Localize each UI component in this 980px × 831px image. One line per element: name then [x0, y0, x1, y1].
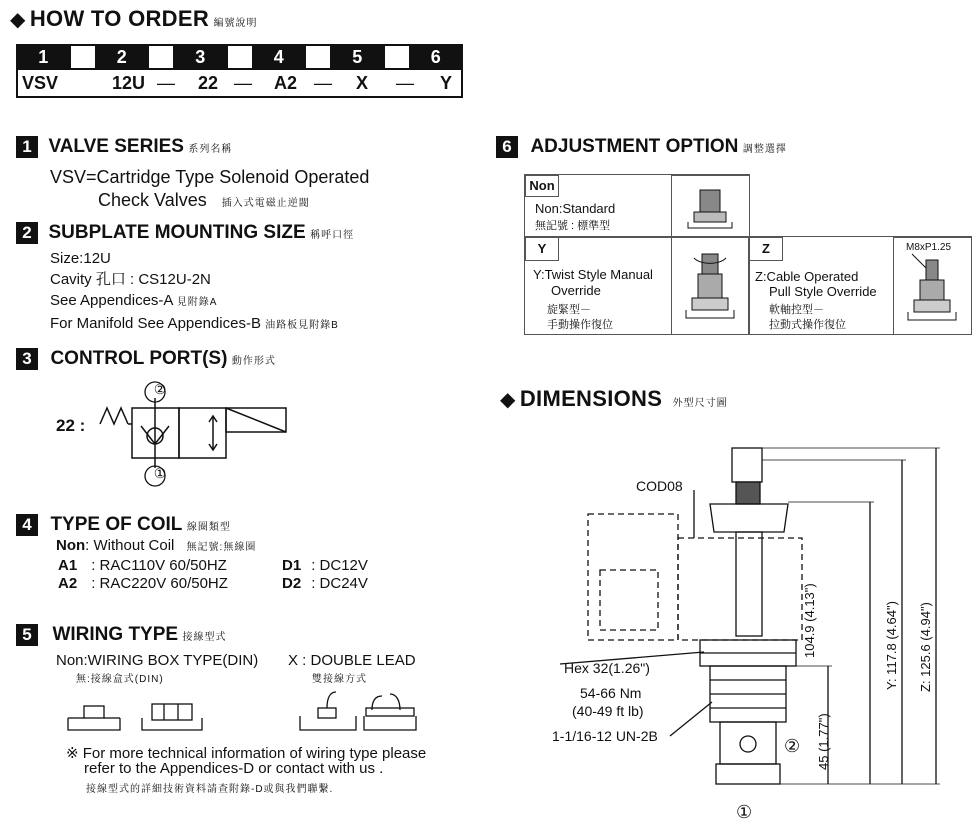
adjust-y-cn2: 手動操作復位	[547, 319, 613, 331]
section-1-line2	[98, 190, 310, 211]
din-box-icon-2	[142, 704, 202, 730]
adjust-z-key: Z	[749, 237, 783, 261]
section-2-header	[16, 222, 354, 244]
section-1-badge: 1	[16, 136, 38, 158]
coil-d2-val: : DC24V	[311, 575, 368, 592]
coil-non-row	[56, 537, 256, 554]
order-val-5: X	[356, 73, 369, 93]
dimensions-header	[500, 386, 728, 412]
section-3-code: 22 :	[56, 416, 86, 435]
wiring-note-1: ※ For more technical information of wiring type please	[66, 745, 427, 762]
section-1-header	[16, 136, 232, 158]
adjust-y-image	[671, 237, 750, 335]
adjust-z-cn1: 軟軸控型－	[769, 304, 824, 316]
how-to-order-title: HOW TO ORDER	[29, 6, 210, 31]
dim-104-label: 104.9 (4.13")	[802, 583, 817, 658]
section-2-size: Size:12U	[50, 250, 111, 267]
section-2-cavity: Cavity 孔口 : CS12U-2N	[50, 271, 211, 288]
wiring-non-text: Non:WIRING BOX TYPE(DIN)	[56, 652, 259, 669]
section-4-header	[16, 514, 231, 536]
adjust-z-image	[893, 237, 972, 335]
coil-non-key: Non	[56, 537, 86, 554]
coil-d1-key: D1	[282, 557, 302, 574]
torque-ftlb-label: (40-49 ft lb)	[572, 703, 644, 719]
section-1-line1: VSV=Cartridge Type Solenoid Operated	[50, 167, 370, 187]
how-to-order-title-cn: 編號說明	[213, 18, 258, 29]
order-dash-4: —	[396, 73, 414, 93]
order-dash-1: —	[157, 73, 175, 93]
order-num-5: 5	[331, 45, 384, 69]
wiring-x-cn: 雙接線方式	[312, 674, 367, 685]
adjust-non-image	[671, 175, 750, 238]
order-code-table	[16, 44, 463, 98]
dim-45-label: 45 (1.77")	[816, 713, 831, 770]
section-2-appendix-a-text: See Appendices-A	[50, 292, 173, 309]
twist-knob-icon	[672, 238, 749, 334]
adjust-z-cell	[748, 236, 972, 335]
order-num-3: 3	[174, 45, 227, 69]
adjust-z-cn2: 拉動式操作復位	[769, 319, 846, 331]
wiring-note-cn: 接線型式的詳細技術資料請查附錄-D或與我們聯繫.	[86, 784, 334, 795]
adjust-non-cn: 無記號 : 標準型	[535, 220, 611, 232]
section-2-body	[50, 248, 339, 336]
section-1-line2-cn: 插入式電磁止逆閥	[221, 198, 310, 209]
section-3-title-cn: 動作形式	[231, 356, 276, 367]
adjust-non-key: Non	[525, 175, 559, 197]
coil-a1-key: A1	[58, 557, 78, 574]
coil-a2-key: A2	[58, 575, 78, 592]
adjust-y-text1: Y:Twist Style Manual	[533, 267, 653, 282]
section-3-title: CONTROL PORT(S)	[50, 348, 228, 369]
section-5-badge: 5	[16, 624, 38, 646]
section-2-appendix-b	[50, 313, 339, 336]
torque-nm-label: 54-66 Nm	[580, 685, 642, 701]
dimensions-title: DIMENSIONS	[519, 386, 663, 411]
wiring-non-cn: 無:接線盒式(DIN)	[76, 674, 164, 685]
section-4-title-cn: 線圈類型	[186, 522, 231, 533]
double-lead-icon-2	[364, 694, 416, 730]
diamond-icon: ◆	[10, 9, 26, 31]
section-3-badge: 3	[16, 348, 38, 370]
dim-y-label: Y: 117.8 (4.64")	[884, 601, 899, 690]
adjust-non-text: Non:Standard	[535, 201, 616, 216]
section-6-header	[496, 136, 787, 158]
dimensions-title-cn: 外型尺寸圖	[672, 398, 728, 409]
coil-non-cn: 無記號:無線圈	[186, 542, 257, 553]
order-num-1: 1	[17, 45, 70, 69]
coil-a2-val: : RAC220V 60/50HZ	[91, 575, 228, 592]
coil-a1-val: : RAC110V 60/50HZ	[91, 557, 227, 574]
section-2-title-cn: 稱呼口徑	[310, 230, 355, 241]
section-5-title: WIRING TYPE	[52, 624, 179, 645]
wiring-note-2: refer to the Appendices-D or contact with us .	[84, 760, 384, 777]
order-val-6: Y	[440, 73, 453, 93]
section-2-appendix-b-text: For Manifold See Appendices-B	[50, 315, 261, 332]
section-1-line2-text: Check Valves	[98, 190, 207, 210]
section-6-title-cn: 調整選擇	[742, 144, 787, 155]
order-num-4: 4	[253, 45, 306, 69]
section-2-title: SUBPLATE MOUNTING SIZE	[48, 222, 306, 243]
adjust-y-cell	[524, 236, 750, 335]
order-val-4: A2	[274, 73, 298, 93]
standard-cap-icon	[672, 176, 749, 237]
section-2-badge: 2	[16, 222, 38, 244]
section-5-header	[16, 624, 227, 646]
order-val-3: 22	[198, 73, 219, 93]
double-lead-icon-1	[300, 692, 356, 730]
order-dash-2: —	[234, 73, 252, 93]
order-val-1: VSV	[22, 73, 59, 93]
dim-z-label: Z: 125.6 (4.94")	[918, 602, 933, 692]
order-num-2: 2	[96, 45, 149, 69]
wiring-icons	[60, 690, 420, 740]
z-thread-label: M8xP1.25	[906, 242, 952, 253]
section-5-title-cn: 接線型式	[182, 632, 227, 643]
valve-symbol-diagram	[95, 378, 295, 490]
coil-a2-row	[58, 575, 228, 592]
section-6-badge: 6	[496, 136, 518, 158]
coil-non-val: : Without Coil	[85, 537, 175, 554]
adjust-z-text2: Pull Style Override	[769, 284, 877, 299]
section-2-appendix-a-cn: 見附錄A	[176, 297, 218, 308]
adjust-non-cell	[524, 174, 750, 238]
section-3-header	[16, 348, 276, 370]
order-num-6: 6	[410, 45, 463, 69]
port-2-label: ②	[153, 381, 167, 397]
adjust-y-cn1: 旋緊型－	[547, 304, 591, 316]
order-dash-3: —	[314, 73, 332, 93]
section-1-title-cn: 系列名稱	[188, 144, 233, 155]
hex-label: Hex 32(1.26")	[564, 660, 650, 676]
cod-label: COD08	[636, 478, 683, 494]
section-1-title: VALVE SERIES	[48, 136, 184, 157]
section-2-appendix-a	[50, 290, 339, 313]
order-val-2: 12U	[112, 73, 146, 93]
coil-a1-row	[58, 557, 227, 574]
section-4-badge: 4	[16, 514, 38, 536]
adjust-y-key: Y	[525, 237, 559, 261]
diamond-icon-2: ◆	[500, 389, 516, 411]
din-box-icon-1	[68, 706, 120, 730]
dim-port-1: ①	[736, 802, 753, 822]
coil-d1-val: : DC12V	[311, 557, 368, 574]
port-1-label: ①	[153, 465, 167, 481]
wiring-x-text: X : DOUBLE LEAD	[288, 652, 416, 669]
coil-d1-row	[282, 557, 368, 574]
section-4-title: TYPE OF COIL	[50, 514, 183, 535]
adjust-y-text2: Override	[551, 283, 601, 298]
section-6-title: ADJUSTMENT OPTION	[530, 136, 739, 157]
how-to-order-header	[10, 6, 258, 32]
coil-d2-row	[282, 575, 368, 592]
adjust-z-text1: Z:Cable Operated	[755, 269, 859, 284]
coil-d2-key: D2	[282, 575, 302, 592]
thread-label: 1-1/16-12 UN-2B	[552, 728, 658, 744]
section-2-appendix-b-cn: 油路板見附錄B	[265, 320, 339, 331]
dim-port-2: ②	[784, 736, 801, 756]
